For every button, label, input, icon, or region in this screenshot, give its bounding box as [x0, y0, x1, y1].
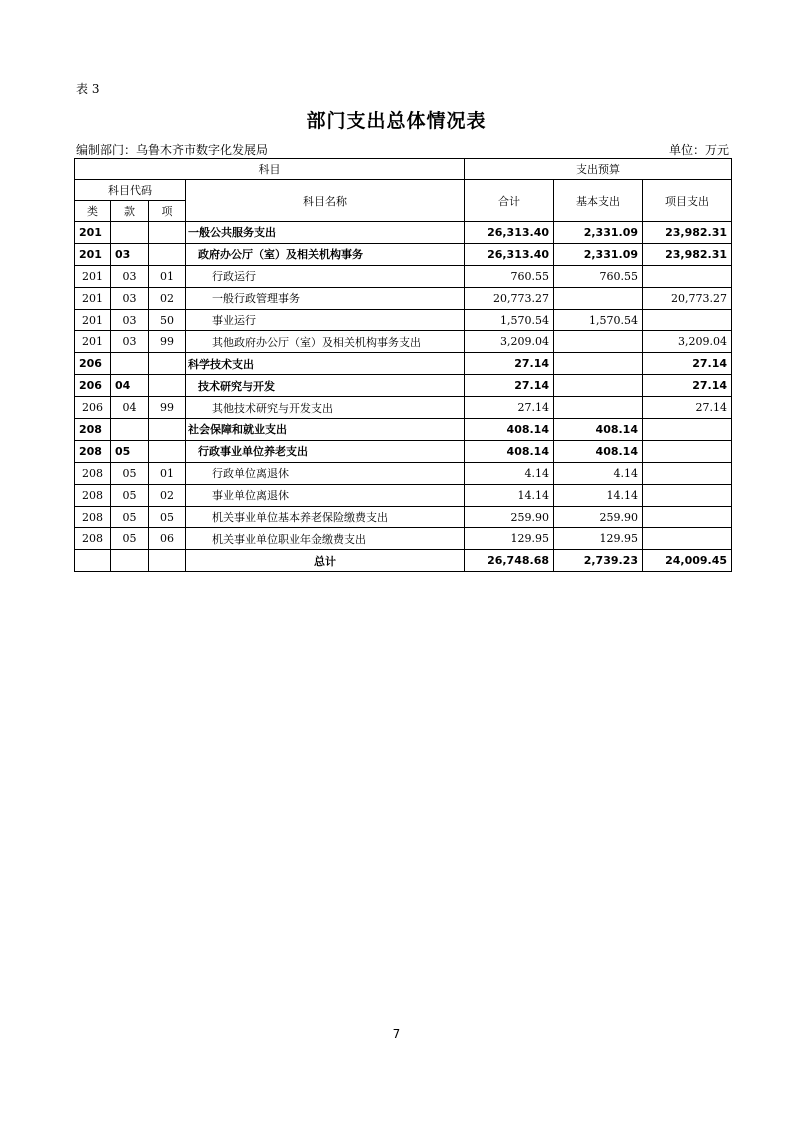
unit-label: 单位：万元: [668, 143, 729, 157]
total-empty-xiang: [149, 550, 186, 572]
table-row: [75, 331, 732, 353]
header-xiang: 项: [149, 201, 186, 222]
amount-basic: 129.95: [554, 528, 643, 550]
table-row: [75, 528, 732, 550]
amount-total: 27.14: [465, 375, 554, 397]
header-name: 科目名称: [186, 180, 465, 222]
amount-project: [643, 506, 732, 528]
code-lei: 201: [75, 287, 111, 309]
code-xiang: [149, 440, 186, 462]
subject-name: 行政运行: [186, 265, 465, 287]
header-lei: 类: [75, 201, 111, 222]
code-kuan: 05: [111, 528, 149, 550]
amount-basic: 1,570.54: [554, 309, 643, 331]
code-kuan: 04: [111, 397, 149, 419]
amount-basic: 2,331.09: [554, 222, 643, 244]
code-lei: 206: [75, 353, 111, 375]
amount-project: 27.14: [643, 397, 732, 419]
amount-project: [643, 309, 732, 331]
code-xiang: 99: [149, 331, 186, 353]
table-row: [75, 462, 732, 484]
table-row: [75, 265, 732, 287]
amount-basic: [554, 375, 643, 397]
subject-name: 一般行政管理事务: [186, 287, 465, 309]
code-kuan: 03: [111, 243, 149, 265]
code-lei: 201: [75, 331, 111, 353]
code-xiang: 01: [149, 462, 186, 484]
header-basic: 基本支出: [554, 180, 643, 222]
subject-name: 政府办公厅（室）及相关机构事务: [186, 243, 465, 265]
code-xiang: [149, 419, 186, 441]
amount-basic: 4.14: [554, 462, 643, 484]
amount-total: 1,570.54: [465, 309, 554, 331]
header-project: 项目支出: [643, 180, 732, 222]
subject-name: 行政单位离退休: [186, 462, 465, 484]
code-lei: 208: [75, 440, 111, 462]
amount-project: [643, 440, 732, 462]
code-kuan: 05: [111, 440, 149, 462]
amount-total: 408.14: [465, 440, 554, 462]
table-row: [75, 484, 732, 506]
amount-total: 4.14: [465, 462, 554, 484]
header-kuan: 款: [111, 201, 149, 222]
subject-name: 机关事业单位基本养老保险缴费支出: [186, 506, 465, 528]
amount-project: [643, 528, 732, 550]
code-xiang: [149, 243, 186, 265]
code-lei: 201: [75, 222, 111, 244]
header-subject: 科目: [75, 159, 465, 180]
code-lei: 201: [75, 243, 111, 265]
subject-name: 社会保障和就业支出: [186, 419, 465, 441]
code-lei: 206: [75, 375, 111, 397]
code-xiang: 99: [149, 397, 186, 419]
code-xiang: 50: [149, 309, 186, 331]
total-amount: 26,748.68: [465, 550, 554, 572]
code-kuan: 05: [111, 484, 149, 506]
table-row: [75, 419, 732, 441]
total-label: 总计: [186, 550, 465, 572]
amount-basic: 259.90: [554, 506, 643, 528]
code-xiang: 05: [149, 506, 186, 528]
subject-name: 机关事业单位职业年金缴费支出: [186, 528, 465, 550]
amount-basic: 14.14: [554, 484, 643, 506]
header-row-1: [75, 159, 732, 180]
code-xiang: [149, 353, 186, 375]
code-xiang: [149, 222, 186, 244]
code-lei: 208: [75, 484, 111, 506]
header-total: 合计: [465, 180, 554, 222]
table-row: [75, 397, 732, 419]
code-lei: 201: [75, 309, 111, 331]
code-xiang: 01: [149, 265, 186, 287]
amount-basic: 408.14: [554, 419, 643, 441]
amount-project: [643, 265, 732, 287]
code-lei: 208: [75, 528, 111, 550]
total-empty-lei: [75, 550, 111, 572]
subject-name: 其他政府办公厅（室）及相关机构事务支出: [186, 331, 465, 353]
amount-project: 23,982.31: [643, 243, 732, 265]
amount-total: 27.14: [465, 397, 554, 419]
code-lei: 208: [75, 462, 111, 484]
subject-name: 科学技术支出: [186, 353, 465, 375]
code-kuan: 03: [111, 265, 149, 287]
table-row: [75, 287, 732, 309]
amount-basic: [554, 353, 643, 375]
amount-basic: [554, 397, 643, 419]
amount-project: 20,773.27: [643, 287, 732, 309]
amount-project: [643, 484, 732, 506]
amount-basic: [554, 331, 643, 353]
amount-basic: 760.55: [554, 265, 643, 287]
subject-name: 其他技术研究与开发支出: [186, 397, 465, 419]
code-lei: 206: [75, 397, 111, 419]
code-kuan: [111, 353, 149, 375]
code-kuan: 03: [111, 287, 149, 309]
header-budget: 支出预算: [465, 159, 732, 180]
header-row-2: [75, 180, 732, 201]
amount-basic: 408.14: [554, 440, 643, 462]
code-xiang: [149, 375, 186, 397]
code-xiang: 02: [149, 287, 186, 309]
code-kuan: [111, 222, 149, 244]
amount-basic: 2,331.09: [554, 243, 643, 265]
code-xiang: 06: [149, 528, 186, 550]
amount-total: 3,209.04: [465, 331, 554, 353]
amount-total: 26,313.40: [465, 243, 554, 265]
code-kuan: 05: [111, 506, 149, 528]
amount-total: 129.95: [465, 528, 554, 550]
amount-project: 27.14: [643, 375, 732, 397]
table-row: [75, 353, 732, 375]
table-row: [75, 375, 732, 397]
subject-name: 事业运行: [186, 309, 465, 331]
amount-total: 26,313.40: [465, 222, 554, 244]
code-kuan: 03: [111, 309, 149, 331]
amount-total: 760.55: [465, 265, 554, 287]
code-kuan: 05: [111, 462, 149, 484]
amount-project: 3,209.04: [643, 331, 732, 353]
amount-project: [643, 462, 732, 484]
amount-total: 20,773.27: [465, 287, 554, 309]
table-number: 表 3: [76, 82, 100, 96]
expenditure-table: [74, 158, 732, 572]
subject-name: 一般公共服务支出: [186, 222, 465, 244]
table-row: [75, 506, 732, 528]
amount-total: 408.14: [465, 419, 554, 441]
code-kuan: 04: [111, 375, 149, 397]
page-number: 7: [392, 1027, 401, 1041]
table-row: [75, 243, 732, 265]
table-row: [75, 309, 732, 331]
subject-name: 技术研究与开发: [186, 375, 465, 397]
amount-project: 23,982.31: [643, 222, 732, 244]
total-basic: 2,739.23: [554, 550, 643, 572]
amount-project: 27.14: [643, 353, 732, 375]
code-kuan: 03: [111, 331, 149, 353]
department-label: 编制部门：乌鲁木齐市数字化发展局: [76, 143, 269, 157]
subject-name: 行政事业单位养老支出: [186, 440, 465, 462]
page-title: 部门支出总体情况表: [306, 110, 487, 132]
code-kuan: [111, 419, 149, 441]
code-lei: 208: [75, 506, 111, 528]
table-row: [75, 222, 732, 244]
amount-total: 27.14: [465, 353, 554, 375]
table-row: [75, 440, 732, 462]
code-xiang: 02: [149, 484, 186, 506]
amount-basic: [554, 287, 643, 309]
total-row: [75, 550, 732, 572]
amount-total: 14.14: [465, 484, 554, 506]
code-lei: 208: [75, 419, 111, 441]
code-lei: 201: [75, 265, 111, 287]
header-code: 科目代码: [75, 180, 186, 201]
amount-total: 259.90: [465, 506, 554, 528]
subject-name: 事业单位离退休: [186, 484, 465, 506]
total-empty-kuan: [111, 550, 149, 572]
total-project: 24,009.45: [643, 550, 732, 572]
amount-project: [643, 419, 732, 441]
